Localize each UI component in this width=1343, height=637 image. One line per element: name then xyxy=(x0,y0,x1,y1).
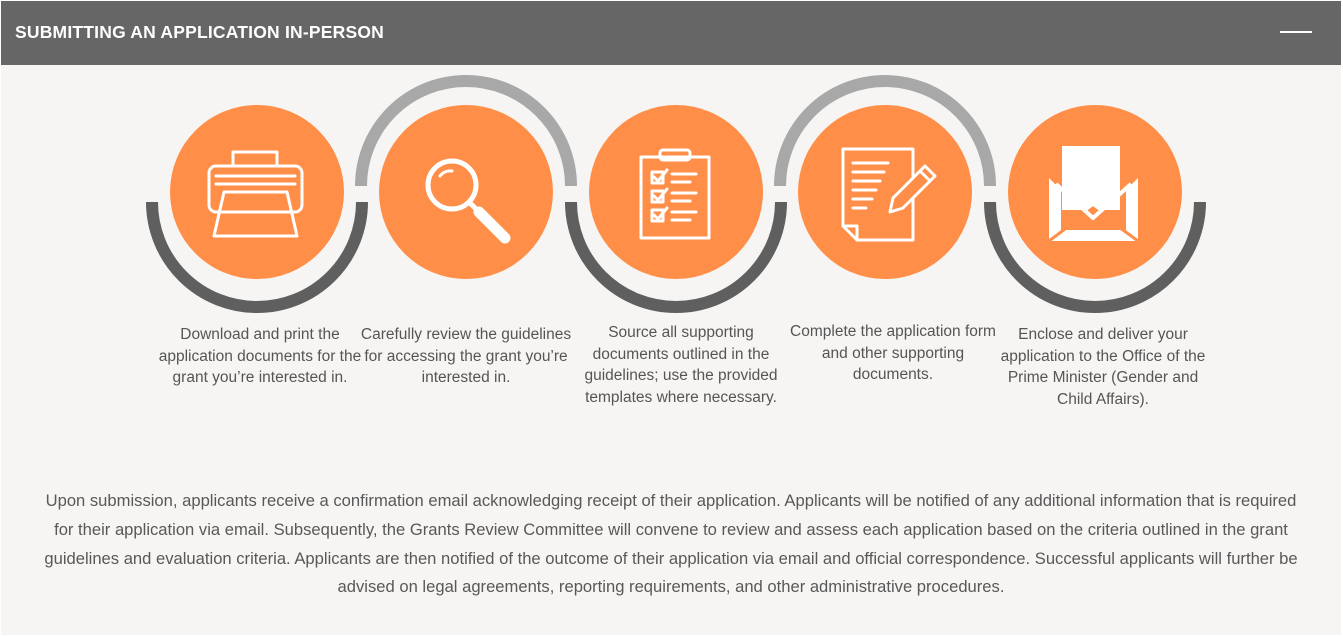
step-2-circle xyxy=(379,105,553,279)
submission-summary: Upon submission, applicants receive a confirmation email acknowledging receipt of their application. Applicants will be notified of any additional information that is required for their application via email. Subsequently, the Grants Review Committee will convene to review and assess each application based on the criteria outlined in the grant guidelines and evaluation criteria. Applicants are then notified of the outcome of their application via email and official correspondence. Successful applicants will further be advised on legal agreements, reporting requirements, and other administrative procedures. xyxy=(44,491,1298,597)
step-4-description: Complete the application form and other supporting documents. xyxy=(790,323,996,383)
section-title: SUBMITTING AN APPLICATION IN-PERSON xyxy=(15,22,384,42)
step-5-description: Enclose and deliver your application to the Office of the Prime Minister (Gender and Child Affairs). xyxy=(1000,326,1206,408)
step-2-description: Carefully review the guidelines for accessing the grant you’re interested in. xyxy=(360,326,572,386)
step-4-circle xyxy=(798,105,972,279)
step-1-description: Download and print the application documents for the grant you’re interested in. xyxy=(158,326,362,386)
step-3-description: Source all supporting documents outlined in the guidelines; use the provided templates where necessary. xyxy=(584,324,778,406)
